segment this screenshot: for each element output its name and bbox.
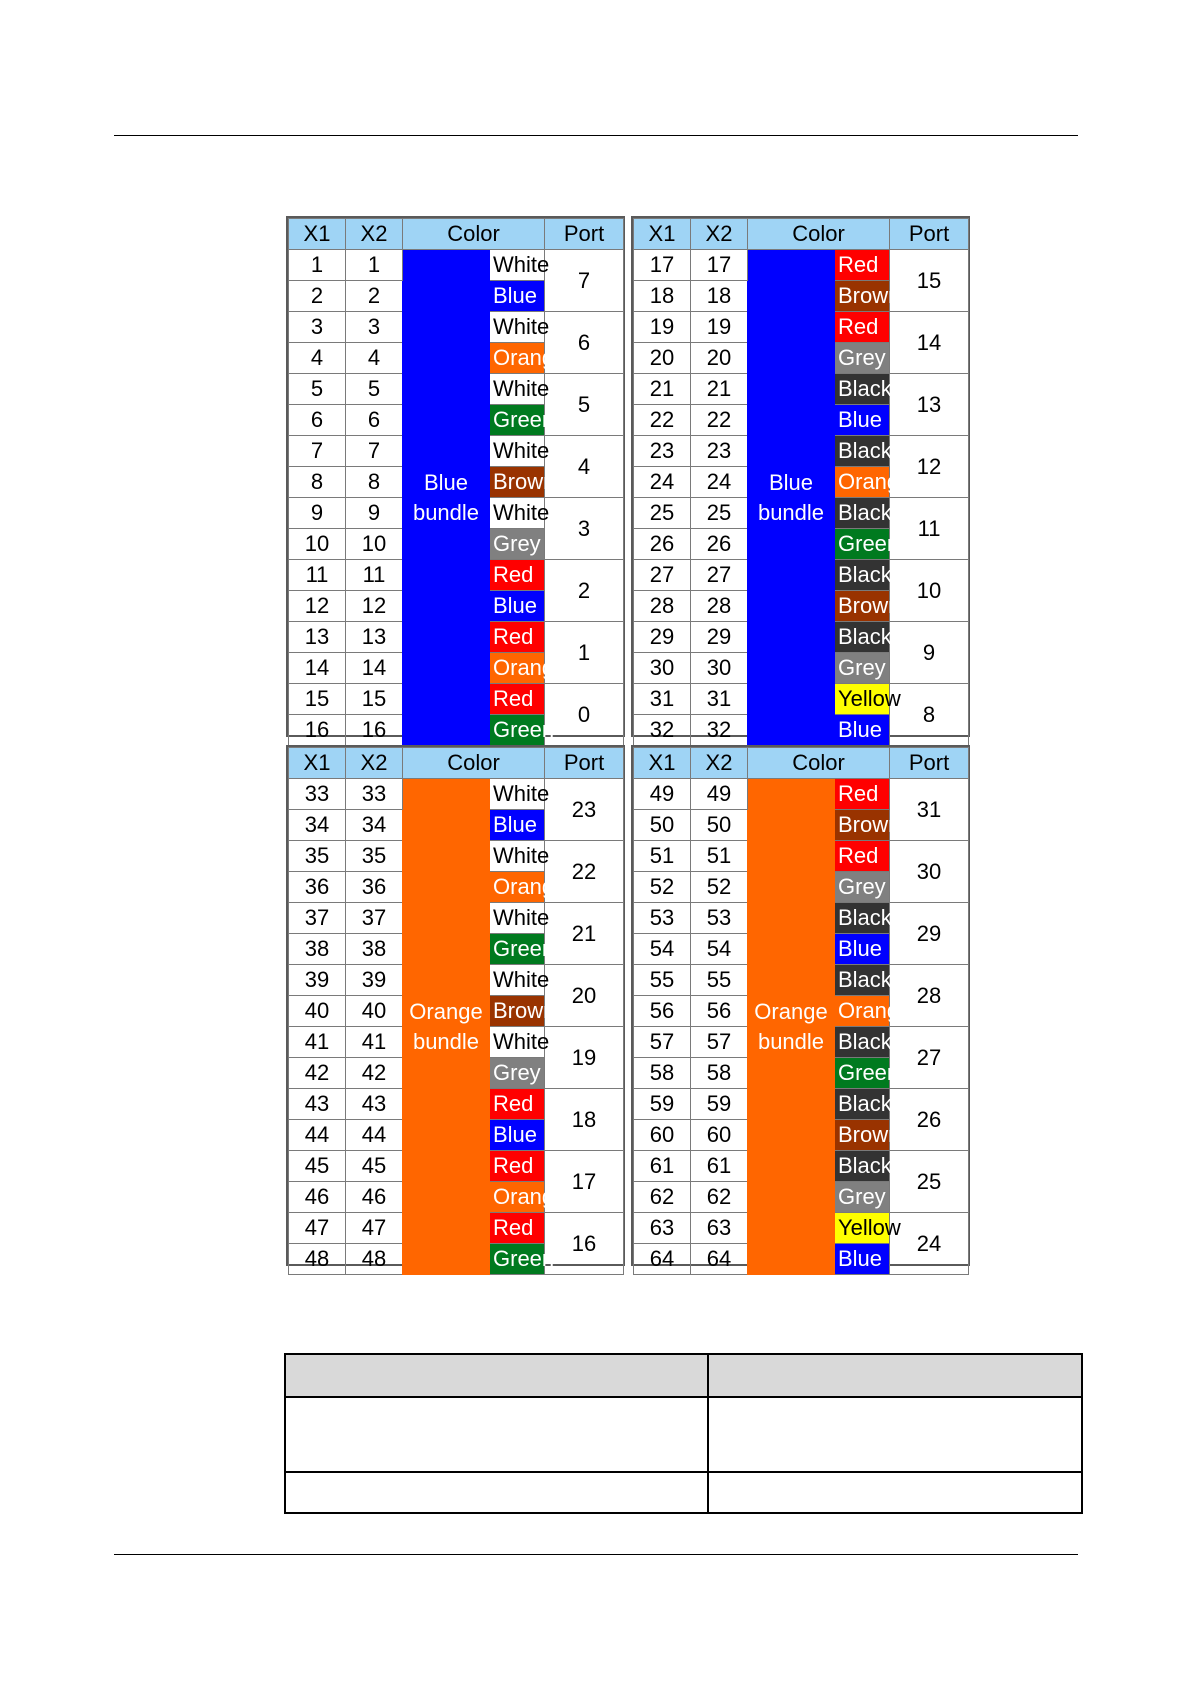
x2-cell: 58 xyxy=(691,1058,748,1089)
x1-cell: 31 xyxy=(634,684,691,715)
wire-color-cell: Red xyxy=(490,560,545,591)
x1-cell: 46 xyxy=(289,1182,346,1213)
x2-cell: 22 xyxy=(691,405,748,436)
x2-cell: 16 xyxy=(346,715,403,746)
x2-cell: 28 xyxy=(691,591,748,622)
wire-color-cell: Green xyxy=(490,934,545,965)
wire-color-cell: Grey xyxy=(490,1058,545,1089)
x1-cell: 53 xyxy=(634,903,691,934)
x1-cell: 27 xyxy=(634,560,691,591)
wire-color-cell: Blue xyxy=(835,715,890,746)
port-cell: 28 xyxy=(890,965,969,1027)
wire-color-cell: Blue xyxy=(835,934,890,965)
x2-cell: 40 xyxy=(346,996,403,1027)
x2-cell: 41 xyxy=(346,1027,403,1058)
x1-cell: 4 xyxy=(289,343,346,374)
x2-cell: 42 xyxy=(346,1058,403,1089)
port-cell: 5 xyxy=(545,374,624,436)
port-cell: 11 xyxy=(890,498,969,560)
x1-cell: 38 xyxy=(289,934,346,965)
x2-cell: 29 xyxy=(691,622,748,653)
blank-table-header-row xyxy=(285,1354,1082,1397)
x2-cell: 53 xyxy=(691,903,748,934)
x1-cell: 64 xyxy=(634,1244,691,1275)
port-cell: 15 xyxy=(890,250,969,312)
port-cell: 2 xyxy=(545,560,624,622)
x2-cell: 14 xyxy=(346,653,403,684)
x2-cell: 20 xyxy=(691,343,748,374)
port-cell: 27 xyxy=(890,1027,969,1089)
x1-cell: 47 xyxy=(289,1213,346,1244)
wire-color-cell: Green xyxy=(490,715,545,746)
wire-color-cell: Orange xyxy=(490,872,545,903)
wire-color-cell: Black xyxy=(835,1089,890,1120)
x1-cell: 20 xyxy=(634,343,691,374)
wire-color-cell: Blue xyxy=(835,1244,890,1275)
wire-color-cell: Orange xyxy=(835,996,890,1027)
x2-cell: 6 xyxy=(346,405,403,436)
x1-cell: 36 xyxy=(289,872,346,903)
bundle-cell xyxy=(748,250,835,746)
x1-cell: 54 xyxy=(634,934,691,965)
port-cell: 9 xyxy=(890,622,969,684)
x2-cell: 64 xyxy=(691,1244,748,1275)
wire-color-cell: Red xyxy=(490,684,545,715)
port-cell: 26 xyxy=(890,1089,969,1151)
wire-color-cell: Brown xyxy=(490,467,545,498)
x1-cell: 40 xyxy=(289,996,346,1027)
column-header-port: Port xyxy=(890,219,969,250)
wire-color-cell: Red xyxy=(835,779,890,810)
wire-color-cell: Green xyxy=(490,1244,545,1275)
port-cell: 21 xyxy=(545,903,624,965)
x1-cell: 9 xyxy=(289,498,346,529)
blank-cell xyxy=(708,1397,1082,1472)
x1-cell: 25 xyxy=(634,498,691,529)
wire-color-cell: White xyxy=(490,779,545,810)
wire-color-cell: White xyxy=(490,498,545,529)
blank-table-row xyxy=(285,1472,1082,1513)
x1-cell: 43 xyxy=(289,1089,346,1120)
blank-table-row xyxy=(285,1397,1082,1472)
port-cell: 19 xyxy=(545,1027,624,1089)
x2-cell: 47 xyxy=(346,1213,403,1244)
x2-cell: 48 xyxy=(346,1244,403,1275)
x1-cell: 52 xyxy=(634,872,691,903)
x2-cell: 57 xyxy=(691,1027,748,1058)
x2-cell: 10 xyxy=(346,529,403,560)
x1-cell: 12 xyxy=(289,591,346,622)
wire-color-cell: Orange xyxy=(490,1182,545,1213)
wire-pairing-figure xyxy=(286,216,976,1271)
x1-cell: 49 xyxy=(634,779,691,810)
x2-cell: 15 xyxy=(346,684,403,715)
wire-color-cell: Orange xyxy=(490,653,545,684)
x1-cell: 17 xyxy=(634,250,691,281)
x2-cell: 54 xyxy=(691,934,748,965)
x1-cell: 11 xyxy=(289,560,346,591)
port-cell: 18 xyxy=(545,1089,624,1151)
header-row xyxy=(634,748,969,779)
wire-color-cell: White xyxy=(490,312,545,343)
blank-parameter-table xyxy=(284,1353,1083,1514)
x2-cell: 56 xyxy=(691,996,748,1027)
wire-color-cell: Red xyxy=(490,1089,545,1120)
x1-cell: 13 xyxy=(289,622,346,653)
wire-color-cell: Blue xyxy=(490,810,545,841)
x1-cell: 10 xyxy=(289,529,346,560)
bundle-label-line1: Orange xyxy=(409,998,483,1024)
wire-color-cell: Blue xyxy=(490,591,545,622)
bundle-label-line2: bundle xyxy=(757,499,825,525)
wire-color-cell: Green xyxy=(835,529,890,560)
x1-cell: 44 xyxy=(289,1120,346,1151)
x1-cell: 56 xyxy=(634,996,691,1027)
bundle-cell xyxy=(748,779,835,1275)
wire-color-cell: Brown xyxy=(835,281,890,312)
pairing-table xyxy=(633,747,969,1275)
wire-color-cell: Blue xyxy=(490,1120,545,1151)
column-header-x1: X1 xyxy=(634,219,691,250)
wire-color-cell: Grey xyxy=(835,872,890,903)
x1-cell: 22 xyxy=(634,405,691,436)
port-cell: 29 xyxy=(890,903,969,965)
port-cell: 25 xyxy=(890,1151,969,1213)
bundle-cell xyxy=(403,250,490,746)
x1-cell: 7 xyxy=(289,436,346,467)
header-row xyxy=(289,748,624,779)
x1-cell: 35 xyxy=(289,841,346,872)
x2-cell: 11 xyxy=(346,560,403,591)
port-cell: 23 xyxy=(545,779,624,841)
table-row xyxy=(634,250,969,281)
wire-color-cell: Yellow xyxy=(835,684,890,715)
x2-cell: 13 xyxy=(346,622,403,653)
bundle-label-line2: bundle xyxy=(412,1028,480,1054)
blank-header-cell xyxy=(285,1354,708,1397)
x2-cell: 7 xyxy=(346,436,403,467)
table-row xyxy=(289,779,624,810)
port-cell: 8 xyxy=(890,684,969,746)
table-row xyxy=(289,250,624,281)
wire-color-cell: Black xyxy=(835,374,890,405)
pairing-table xyxy=(288,747,624,1275)
x2-cell: 31 xyxy=(691,684,748,715)
x2-cell: 36 xyxy=(346,872,403,903)
x2-cell: 43 xyxy=(346,1089,403,1120)
wire-color-cell: Grey xyxy=(835,343,890,374)
x2-cell: 52 xyxy=(691,872,748,903)
wire-color-cell: Yellow xyxy=(835,1213,890,1244)
x1-cell: 23 xyxy=(634,436,691,467)
x1-cell: 42 xyxy=(289,1058,346,1089)
x2-cell: 39 xyxy=(346,965,403,996)
x2-cell: 18 xyxy=(691,281,748,312)
port-cell: 7 xyxy=(545,250,624,312)
x1-cell: 45 xyxy=(289,1151,346,1182)
x2-cell: 33 xyxy=(346,779,403,810)
x2-cell: 45 xyxy=(346,1151,403,1182)
bundle-label-line2: bundle xyxy=(412,499,480,525)
pairing-table xyxy=(288,218,624,746)
port-cell: 22 xyxy=(545,841,624,903)
x1-cell: 15 xyxy=(289,684,346,715)
x2-cell: 63 xyxy=(691,1213,748,1244)
x1-cell: 60 xyxy=(634,1120,691,1151)
column-header-x2: X2 xyxy=(346,219,403,250)
header-row xyxy=(289,219,624,250)
table-row xyxy=(634,779,969,810)
column-header-x2: X2 xyxy=(691,219,748,250)
x2-cell: 50 xyxy=(691,810,748,841)
x1-cell: 34 xyxy=(289,810,346,841)
x1-cell: 8 xyxy=(289,467,346,498)
port-cell: 12 xyxy=(890,436,969,498)
x2-cell: 1 xyxy=(346,250,403,281)
wire-color-cell: Red xyxy=(835,841,890,872)
wire-color-cell: Orange xyxy=(835,467,890,498)
x1-cell: 55 xyxy=(634,965,691,996)
x1-cell: 14 xyxy=(289,653,346,684)
pairing-table xyxy=(633,218,969,746)
wire-color-cell: Red xyxy=(835,250,890,281)
port-cell: 14 xyxy=(890,312,969,374)
x1-cell: 58 xyxy=(634,1058,691,1089)
x2-cell: 24 xyxy=(691,467,748,498)
x1-cell: 48 xyxy=(289,1244,346,1275)
wire-color-cell: Grey xyxy=(835,653,890,684)
wire-color-cell: Red xyxy=(490,1151,545,1182)
wire-color-cell: Black xyxy=(835,436,890,467)
bundle-label-line1: Blue xyxy=(768,469,814,495)
x2-cell: 25 xyxy=(691,498,748,529)
wire-color-cell: Red xyxy=(490,1213,545,1244)
blank-header-cell xyxy=(708,1354,1082,1397)
x2-cell: 21 xyxy=(691,374,748,405)
x2-cell: 19 xyxy=(691,312,748,343)
port-cell: 24 xyxy=(890,1213,969,1275)
column-header-port: Port xyxy=(545,219,624,250)
wire-color-cell: White xyxy=(490,1027,545,1058)
x2-cell: 12 xyxy=(346,591,403,622)
x1-cell: 62 xyxy=(634,1182,691,1213)
x2-cell: 5 xyxy=(346,374,403,405)
wire-color-cell: White xyxy=(490,436,545,467)
x1-cell: 26 xyxy=(634,529,691,560)
column-header-x1: X1 xyxy=(289,748,346,779)
column-header-x1: X1 xyxy=(289,219,346,250)
x1-cell: 33 xyxy=(289,779,346,810)
port-cell: 16 xyxy=(545,1213,624,1275)
page-header-rule xyxy=(114,135,1078,136)
wire-color-cell: Black xyxy=(835,965,890,996)
x1-cell: 61 xyxy=(634,1151,691,1182)
pairing-table-ports-0-7 xyxy=(286,216,625,742)
x2-cell: 27 xyxy=(691,560,748,591)
port-cell: 20 xyxy=(545,965,624,1027)
wire-color-cell: Orange xyxy=(490,343,545,374)
wire-color-cell: Blue xyxy=(490,281,545,312)
header-row xyxy=(634,219,969,250)
x2-cell: 30 xyxy=(691,653,748,684)
port-cell: 31 xyxy=(890,779,969,841)
x2-cell: 44 xyxy=(346,1120,403,1151)
x2-cell: 9 xyxy=(346,498,403,529)
blank-cell xyxy=(285,1472,708,1513)
wire-color-cell: Brown xyxy=(490,996,545,1027)
x2-cell: 17 xyxy=(691,250,748,281)
wire-color-cell: Brown xyxy=(835,1120,890,1151)
x2-cell: 35 xyxy=(346,841,403,872)
wire-color-cell: White xyxy=(490,965,545,996)
wire-color-cell: Grey xyxy=(490,529,545,560)
x1-cell: 19 xyxy=(634,312,691,343)
wire-color-cell: Blue xyxy=(835,405,890,436)
x1-cell: 28 xyxy=(634,591,691,622)
x2-cell: 26 xyxy=(691,529,748,560)
x1-cell: 16 xyxy=(289,715,346,746)
bundle-label-line1: Blue xyxy=(423,469,469,495)
x1-cell: 21 xyxy=(634,374,691,405)
x1-cell: 6 xyxy=(289,405,346,436)
port-cell: 0 xyxy=(545,684,624,746)
x2-cell: 59 xyxy=(691,1089,748,1120)
wire-color-cell: White xyxy=(490,841,545,872)
x2-cell: 62 xyxy=(691,1182,748,1213)
x1-cell: 18 xyxy=(634,281,691,312)
x2-cell: 37 xyxy=(346,903,403,934)
x2-cell: 34 xyxy=(346,810,403,841)
x1-cell: 24 xyxy=(634,467,691,498)
pairing-table-ports-24-31 xyxy=(631,745,970,1271)
x2-cell: 4 xyxy=(346,343,403,374)
column-header-x2: X2 xyxy=(346,748,403,779)
wire-color-cell: Black xyxy=(835,622,890,653)
x1-cell: 57 xyxy=(634,1027,691,1058)
x2-cell: 3 xyxy=(346,312,403,343)
x1-cell: 50 xyxy=(634,810,691,841)
column-header-port: Port xyxy=(890,748,969,779)
x1-cell: 29 xyxy=(634,622,691,653)
wire-color-cell: Green xyxy=(490,405,545,436)
wire-color-cell: Black xyxy=(835,903,890,934)
column-header-color: Color xyxy=(403,219,545,250)
port-cell: 10 xyxy=(890,560,969,622)
column-header-color: Color xyxy=(403,748,545,779)
port-cell: 1 xyxy=(545,622,624,684)
x2-cell: 32 xyxy=(691,715,748,746)
x2-cell: 23 xyxy=(691,436,748,467)
x2-cell: 49 xyxy=(691,779,748,810)
wire-color-cell: Black xyxy=(835,1151,890,1182)
x1-cell: 1 xyxy=(289,250,346,281)
x1-cell: 2 xyxy=(289,281,346,312)
column-header-x2: X2 xyxy=(691,748,748,779)
column-header-port: Port xyxy=(545,748,624,779)
column-header-color: Color xyxy=(748,748,890,779)
bundle-cell xyxy=(403,779,490,1275)
port-cell: 4 xyxy=(545,436,624,498)
bundle-label-line2: bundle xyxy=(757,1028,825,1054)
pairing-table-ports-8-15 xyxy=(631,216,970,742)
port-cell: 3 xyxy=(545,498,624,560)
column-header-x1: X1 xyxy=(634,748,691,779)
column-header-color: Color xyxy=(748,219,890,250)
wire-color-cell: White xyxy=(490,903,545,934)
bundle-label-line1: Orange xyxy=(754,998,828,1024)
x2-cell: 51 xyxy=(691,841,748,872)
wire-color-cell: White xyxy=(490,250,545,281)
wire-color-cell: White xyxy=(490,374,545,405)
x1-cell: 5 xyxy=(289,374,346,405)
wire-color-cell: Brown xyxy=(835,810,890,841)
x2-cell: 55 xyxy=(691,965,748,996)
page-footer-rule xyxy=(114,1554,1078,1555)
x1-cell: 63 xyxy=(634,1213,691,1244)
x1-cell: 37 xyxy=(289,903,346,934)
port-cell: 30 xyxy=(890,841,969,903)
x2-cell: 60 xyxy=(691,1120,748,1151)
wire-color-cell: Black xyxy=(835,498,890,529)
x2-cell: 2 xyxy=(346,281,403,312)
blank-cell xyxy=(708,1472,1082,1513)
x2-cell: 46 xyxy=(346,1182,403,1213)
x1-cell: 39 xyxy=(289,965,346,996)
port-cell: 6 xyxy=(545,312,624,374)
blank-cell xyxy=(285,1397,708,1472)
wire-color-cell: Brown xyxy=(835,591,890,622)
x2-cell: 61 xyxy=(691,1151,748,1182)
wire-color-cell: Black xyxy=(835,560,890,591)
pairing-table-ports-16-23 xyxy=(286,745,625,1271)
wire-color-cell: Green xyxy=(835,1058,890,1089)
port-cell: 13 xyxy=(890,374,969,436)
x1-cell: 30 xyxy=(634,653,691,684)
port-cell: 17 xyxy=(545,1151,624,1213)
wire-color-cell: Black xyxy=(835,1027,890,1058)
x1-cell: 32 xyxy=(634,715,691,746)
x1-cell: 41 xyxy=(289,1027,346,1058)
wire-color-cell: Grey xyxy=(835,1182,890,1213)
x1-cell: 51 xyxy=(634,841,691,872)
x1-cell: 3 xyxy=(289,312,346,343)
x2-cell: 38 xyxy=(346,934,403,965)
wire-color-cell: Red xyxy=(490,622,545,653)
x1-cell: 59 xyxy=(634,1089,691,1120)
wire-color-cell: Red xyxy=(835,312,890,343)
x2-cell: 8 xyxy=(346,467,403,498)
